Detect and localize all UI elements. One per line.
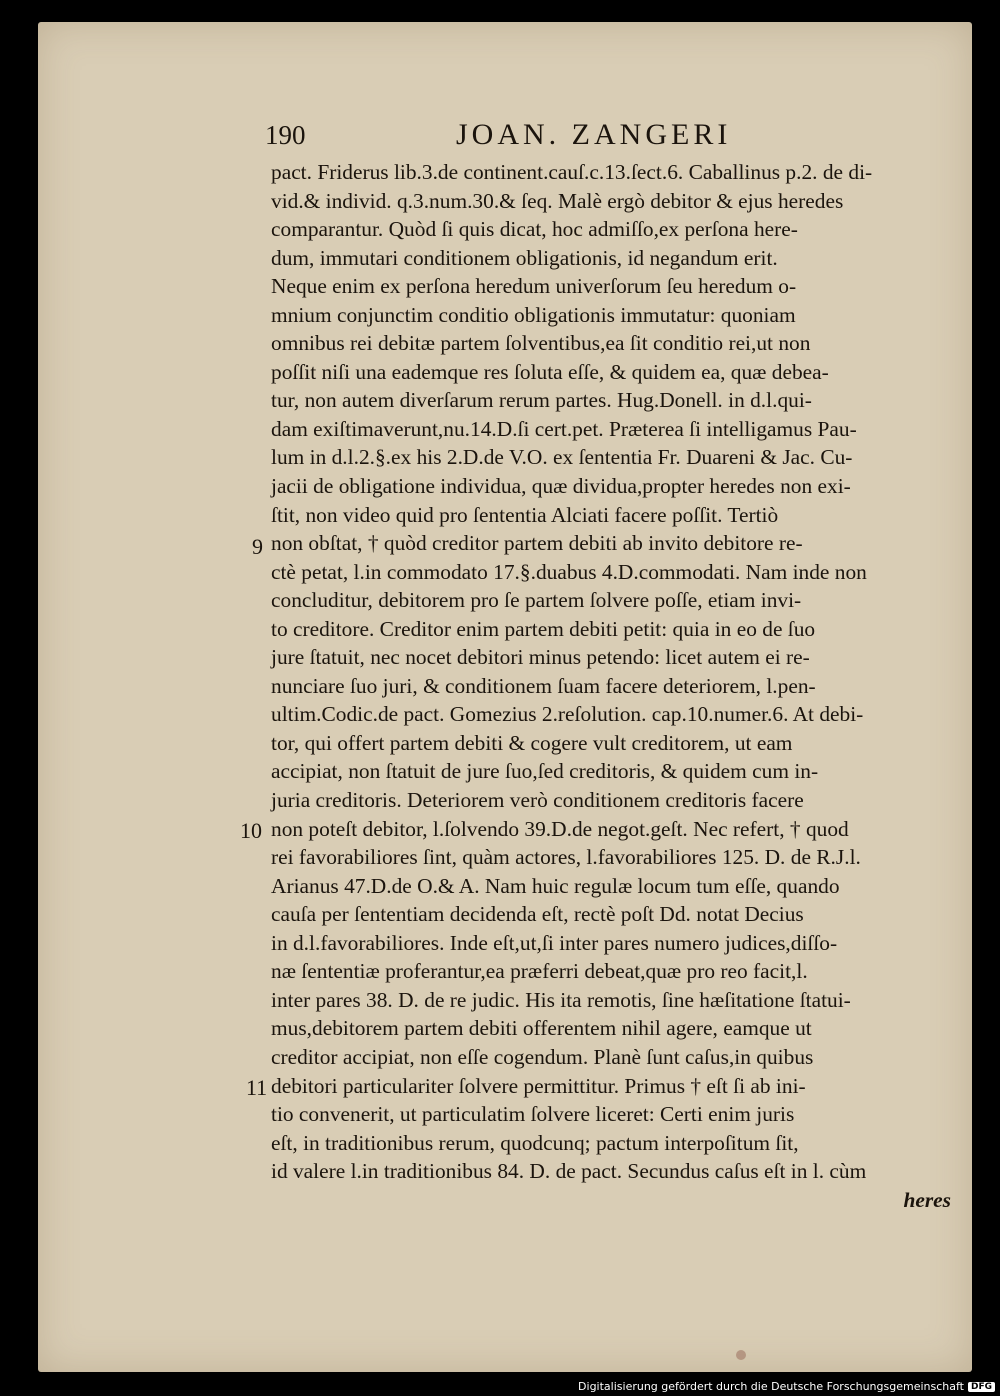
paper-blemish — [736, 1350, 746, 1360]
text-line: rei favorabiliores ſint, quàm actores, l.favorabiliores 125. D. de R.J.l. — [271, 845, 861, 870]
footer-text: Digitalisierung gefördert durch die Deutsche Forschungsgemeinschaft — [578, 1380, 964, 1393]
text-line: næ ſententiæ proferantur,ea præferri debeat,quæ pro reo facit,l. — [271, 959, 808, 984]
text-line: omnibus rei debitæ partem ſolventibus,ea ſit conditio rei,ut non — [271, 331, 811, 356]
text-line: dam exiſtimaverunt,nu.14.D.ſi cert.pet. Præterea ſi intelligamus Pau- — [271, 416, 857, 441]
text-line: non obſtat, † quòd creditor partem debiti ab invito debitore re- — [271, 531, 803, 556]
text-line: non poteſt debitor, l.ſolvendo 39.D.de negot.geſt. Nec refert, † quod — [271, 816, 849, 841]
text-line: lum in d.l.2.§.ex his 2.D.de V.O. ex ſententia Fr. Duareni & Jac. Cu- — [271, 445, 853, 470]
margin-note-10: 10 — [240, 818, 262, 843]
page-header — [38, 118, 972, 158]
text-line: tur, non autem diverſarum rerum partes. Hug.Donell. in d.l.qui- — [271, 388, 812, 413]
text-line: jacii de obligatione individua, quæ dividua,propter heredes non exi- — [271, 474, 851, 499]
text-line: dum, immutari conditionem obligationis, id negandum erit. — [271, 245, 778, 270]
text-line: ſtit, non video quid pro ſententia Alciati facere poſſit. Tertiò — [271, 502, 779, 527]
body-text — [271, 158, 951, 1214]
text-line: mnium conjunctim conditio obligationis immutatur: quoniam — [271, 302, 796, 327]
text-line: creditor accipiat, non eſſe cogendum. Planè ſunt caſus,in quibus — [271, 1044, 814, 1069]
text-line: tor, qui offert partem debiti & cogere vult creditorem, ut eam — [271, 730, 793, 755]
dfg-logo: DFG — [968, 1382, 995, 1392]
margin-note-9: 9 — [252, 534, 263, 559]
text-line: debitori particulariter ſolvere permittitur. Primus † eſt ſi ab ini- — [271, 1073, 806, 1098]
catchword: heres — [903, 1187, 951, 1212]
text-line: pact. Friderus lib.3.de continent.cauſ.c.13.ſect.6. Caballinus p.2. de di- — [271, 160, 873, 184]
text-line: ultim.Codic.de pact. Gomezius 2.reſolution. cap.10.numer.6. At debi- — [271, 702, 864, 727]
text-line: to creditore. Creditor enim partem debiti petit: quia in eo de ſuo — [271, 616, 816, 641]
text-line: cauſa per ſententiam decidenda eſt, rectè poſt Dd. notat Decius — [271, 902, 804, 927]
text-line: accipiat, non ſtatuit de jure ſuo,ſed creditoris, & quidem cum in- — [271, 759, 819, 784]
text-line: vid.& individ. q.3.num.30.& ſeq. Malè ergò debitor & ejus heredes — [271, 188, 844, 213]
text-line: jure ſtatuit, nec nocet debitori minus petendo: licet autem ei re- — [271, 645, 810, 670]
text-line: Arianus 47.D.de O.& A. Nam huic regulæ locum tum eſſe, quando — [271, 873, 840, 898]
text-line: juria creditoris. Deteriorem verò conditionem creditoris facere — [271, 788, 804, 813]
margin-note-11: 11 — [246, 1075, 268, 1100]
text-line: id valere l.in traditionibus 84. D. de pact. Secundus caſus eſt in l. cùm — [271, 1159, 867, 1184]
book-page — [38, 22, 972, 1372]
text-line: concluditur, debitorem pro ſe partem ſolvere poſſe, etiam invi- — [271, 588, 802, 613]
text-line: eſt, in traditionibus rerum, quodcunq; pactum interpoſitum ſit, — [271, 1130, 799, 1155]
text-line: Neque enim ex perſona heredum univerſorum ſeu heredum o- — [271, 274, 797, 299]
text-line: tio convenerit, ut particulatim ſolvere liceret: Certi enim juris — [271, 1102, 795, 1127]
text-line: ctè petat, l.in commodato 17.§.duabus 4.D.commodati. Nam inde non — [271, 559, 867, 584]
footer — [578, 1380, 995, 1393]
text-line: poſſit niſi una eademque res ſoluta eſſe, & quidem ea, quæ debea- — [271, 359, 829, 384]
running-head: JOAN. ZANGERI — [456, 118, 732, 151]
text-line: nunciare ſuo juri, & conditionem ſuam facere deteriorem, l.pen- — [271, 673, 816, 698]
page-number: 190 — [265, 120, 306, 150]
text-line: inter pares 38. D. de re judic. His ita remotis, ſine hæſitatione ſtatui- — [271, 987, 851, 1012]
text-line: mus,debitorem partem debiti offerentem nihil agere, eamque ut — [271, 1016, 812, 1041]
text-line: in d.l.favorabiliores. Inde eſt,ut,ſi inter pares numero judices,diſſo- — [271, 930, 838, 955]
text-line: comparantur. Quòd ſi quis dicat, hoc admiſſo,ex perſona here- — [271, 217, 798, 242]
